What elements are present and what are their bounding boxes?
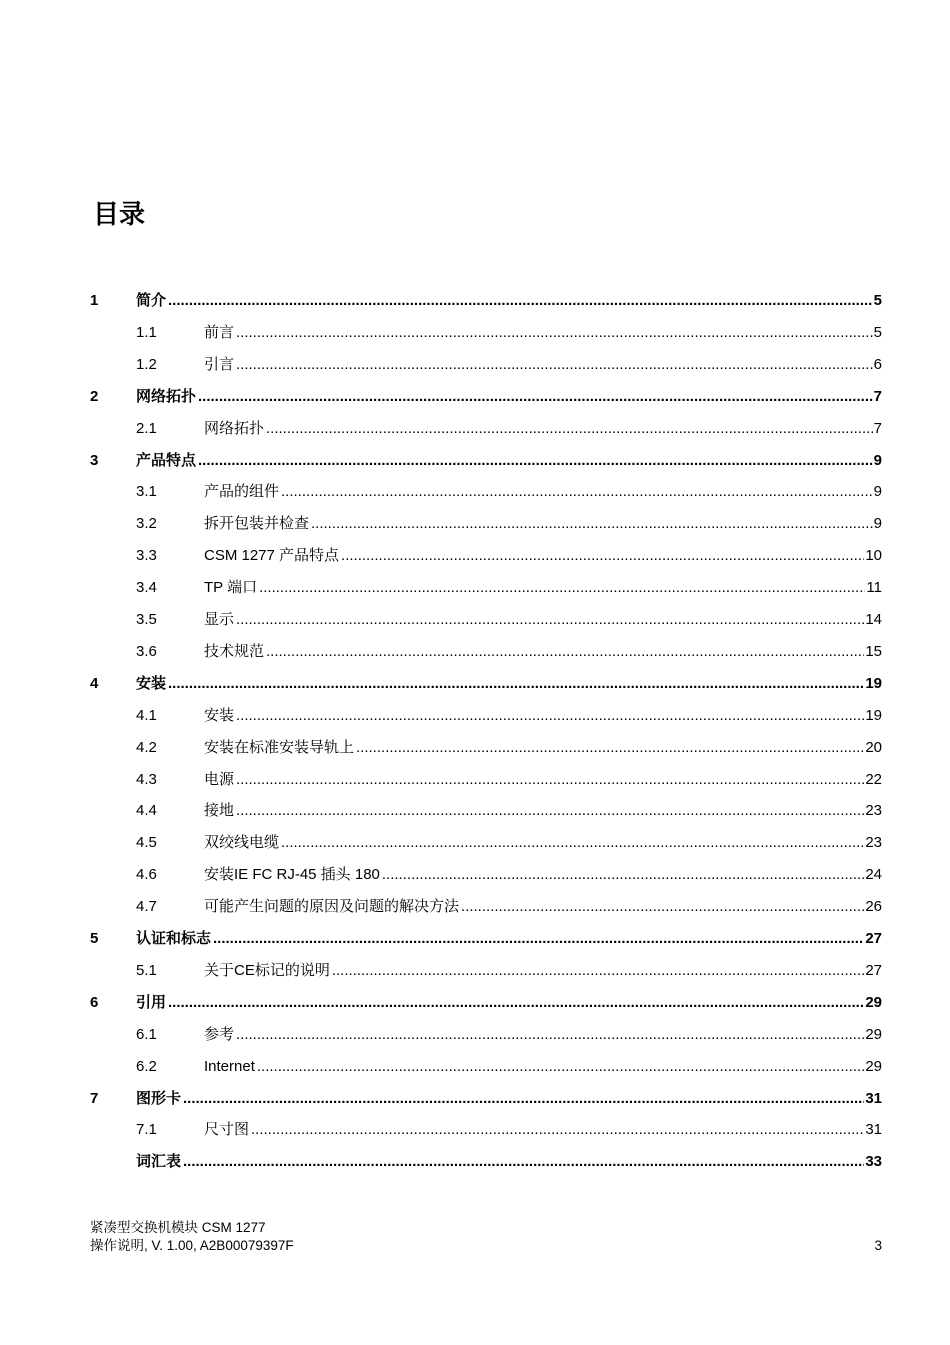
- footer-document-title: 紧凑型交换机模块 CSM 1277: [90, 1220, 266, 1235]
- footer-page-number: 3: [874, 1238, 882, 1253]
- toc-entry-number: 4.6: [136, 866, 157, 884]
- toc-entry-line: [204, 864, 882, 886]
- toc-entry-page: 27: [865, 930, 882, 947]
- toc-entry-number: 3.1: [136, 483, 157, 501]
- toc-entry-line: [204, 545, 882, 567]
- toc-entry-line: [204, 354, 882, 376]
- toc-entry-number: 3.6: [136, 642, 157, 660]
- toc-dot-leader: [236, 609, 864, 631]
- toc-section-entry[interactable]: [0, 641, 950, 663]
- toc-entry-page: 5: [873, 292, 882, 309]
- toc-entry-title: CSM 1277 产品特点: [204, 547, 340, 565]
- toc-entry-number: 2: [90, 387, 99, 405]
- toc-dot-leader: [198, 386, 873, 408]
- toc-entry-title: 认证和标志: [136, 930, 212, 947]
- toc-entry-line: [204, 832, 882, 854]
- toc-entry-number: 2.1: [136, 419, 157, 437]
- toc-entry-number: 4.2: [136, 738, 157, 756]
- toc-section-entry[interactable]: [0, 418, 950, 440]
- page-title: 目录: [93, 200, 146, 230]
- toc-section-entry[interactable]: [0, 1119, 950, 1141]
- toc-entry-title: 网络拓扑: [204, 419, 265, 437]
- toc-dot-leader: [168, 992, 864, 1014]
- toc-dot-leader: [382, 864, 864, 886]
- toc-entry-title: TP 端口: [204, 579, 258, 597]
- toc-dot-leader: [198, 450, 873, 472]
- toc-entry-line: [136, 928, 882, 950]
- toc-entry-line: [204, 1056, 882, 1078]
- toc-entry-number: 3.5: [136, 611, 157, 628]
- footer-document-info: 操作说明, V. 1.00, A2B00079397F: [90, 1238, 294, 1253]
- toc-entry-number: 1.2: [136, 355, 157, 373]
- toc-entry-title: 安装: [136, 674, 167, 692]
- toc-section-entry[interactable]: [0, 896, 950, 918]
- toc-entry-number: 3.4: [136, 579, 157, 597]
- toc-section-entry[interactable]: [0, 832, 950, 854]
- toc-entry-page: 10: [865, 547, 882, 565]
- toc-entry-page: 15: [865, 642, 882, 660]
- toc-entry-line: [204, 418, 882, 440]
- toc-entry-line: [136, 1151, 882, 1173]
- toc-entry-number: 4.7: [136, 898, 157, 916]
- toc-entry-number: 6.2: [136, 1057, 157, 1075]
- toc-section-entry[interactable]: [0, 322, 950, 344]
- toc-entry-line: [136, 1088, 882, 1110]
- toc-dot-leader: [266, 418, 873, 440]
- toc-entry-line: [204, 769, 882, 791]
- toc-section-entry[interactable]: [0, 1056, 950, 1078]
- toc-entry-number: 5.1: [136, 961, 157, 979]
- toc-dot-leader: [257, 1056, 864, 1078]
- toc-entry-line: [204, 641, 882, 663]
- toc-entry-line: [204, 960, 882, 982]
- toc-entry-page: 22: [865, 770, 882, 788]
- toc-dot-leader: [332, 960, 864, 982]
- toc-dot-leader: [213, 928, 864, 950]
- toc-entry-page: 24: [865, 866, 882, 884]
- toc-section-entry[interactable]: [0, 864, 950, 886]
- toc-dot-leader: [281, 481, 873, 503]
- toc-entry-page: 23: [865, 802, 882, 820]
- toc-entry-line: [136, 290, 882, 312]
- toc-chapter-entry[interactable]: [0, 992, 950, 1014]
- toc-entry-page: 19: [865, 706, 882, 724]
- toc-section-entry[interactable]: [0, 513, 950, 535]
- footer: [90, 1219, 294, 1255]
- toc-chapter-entry[interactable]: [0, 450, 950, 472]
- toc-entry-number: 1.1: [136, 323, 157, 341]
- toc-entry-number: 3: [90, 451, 99, 469]
- toc-entry-title: 引用: [136, 993, 167, 1011]
- toc-entry-title: 显示: [204, 611, 235, 628]
- toc-entry-title: 引言: [204, 355, 235, 373]
- toc-entry-page: 9: [873, 483, 882, 501]
- toc-dot-leader: [311, 513, 873, 535]
- toc-entry-line: [136, 673, 882, 695]
- toc-entry-line: [204, 1119, 882, 1141]
- toc-dot-leader: [251, 1119, 864, 1141]
- toc-entry-title: 接地: [204, 802, 235, 820]
- toc-section-entry[interactable]: [0, 354, 950, 376]
- toc-entry-number: 7.1: [136, 1121, 157, 1139]
- toc-entry-page: 31: [865, 1089, 882, 1107]
- toc-entry-title: 前言: [204, 323, 235, 341]
- toc-section-entry[interactable]: [0, 769, 950, 791]
- toc-entry-title: 可能产生问题的原因及问题的解决方法: [204, 898, 460, 916]
- toc-entry-line: [204, 513, 882, 535]
- toc-chapter-entry[interactable]: [0, 928, 950, 950]
- toc-entry-page: 29: [865, 1057, 882, 1075]
- toc-entry-title: 网络拓扑: [136, 387, 197, 405]
- toc-entry-title: 电源: [204, 770, 235, 788]
- toc-dot-leader: [236, 769, 864, 791]
- toc-entry-page: 29: [865, 993, 882, 1011]
- toc-entry-title: 简介: [136, 292, 167, 309]
- toc-entry-page: 31: [865, 1121, 882, 1139]
- toc-entry-number: 5: [90, 930, 99, 947]
- toc-entry-number: 6.1: [136, 1025, 157, 1043]
- toc-chapter-entry[interactable]: [0, 290, 950, 312]
- toc-entry-number: 3.3: [136, 547, 157, 565]
- toc-dot-leader: [259, 577, 865, 599]
- toc-dot-leader: [281, 832, 864, 854]
- toc-entry-page: 9: [873, 451, 882, 469]
- toc-dot-leader: [236, 322, 873, 344]
- toc-entry-title: Internet: [204, 1057, 255, 1075]
- toc-entry-page: 14: [865, 611, 882, 628]
- toc-entry-number: 4.1: [136, 706, 157, 724]
- toc-entry-title: 关于CE标记的说明: [204, 961, 330, 979]
- toc-entry-title: 尺寸图: [204, 1121, 250, 1139]
- toc-dot-leader: [236, 1024, 864, 1046]
- toc-entry-page: 20: [865, 738, 882, 756]
- toc-entry-line: [204, 609, 882, 631]
- toc-entry-line: [136, 992, 882, 1014]
- toc-entry-title: 安装: [204, 706, 235, 724]
- toc-chapter-entry[interactable]: [0, 386, 950, 408]
- toc-dot-leader: [356, 737, 864, 759]
- toc-entry-title: 安装IE FC RJ-45 插头 180: [204, 866, 380, 884]
- toc-dot-leader: [461, 896, 864, 918]
- toc-entry-number: 4.5: [136, 834, 157, 852]
- toc-entry-title: 产品的组件: [204, 483, 280, 501]
- toc-chapter-entry[interactable]: [0, 1088, 950, 1110]
- toc-entry-title: 参考: [204, 1025, 235, 1043]
- toc-entry-page: 7: [873, 419, 882, 437]
- toc-section-entry[interactable]: [0, 800, 950, 822]
- toc-entry-number: 7: [90, 1089, 99, 1107]
- toc-entry-title: 图形卡: [136, 1089, 182, 1107]
- toc-dot-leader: [183, 1088, 864, 1110]
- toc-entry-line: [204, 737, 882, 759]
- toc-entry-title: 产品特点: [136, 451, 197, 469]
- toc-entry-title: 技术规范: [204, 642, 265, 660]
- toc-entry-page: 11: [866, 579, 882, 597]
- toc-section-entry[interactable]: [0, 1024, 950, 1046]
- toc-section-entry[interactable]: [0, 960, 950, 982]
- toc-entry-page: 9: [873, 515, 882, 533]
- toc-entry-title: 双绞线电缆: [204, 834, 280, 852]
- toc-entry-page: 33: [865, 1153, 882, 1171]
- toc-entry-line: [204, 1024, 882, 1046]
- toc-entry-number: 6: [90, 993, 99, 1011]
- toc-dot-leader: [236, 354, 873, 376]
- toc-dot-leader: [183, 1151, 864, 1173]
- toc-dot-leader: [168, 673, 864, 695]
- toc-entry-number: 3.2: [136, 515, 157, 533]
- toc-dot-leader: [168, 290, 873, 312]
- toc-entry-line: [204, 322, 882, 344]
- toc-entry-page: 26: [865, 898, 882, 916]
- toc-entry-title: 词汇表: [136, 1153, 182, 1171]
- toc-dot-leader: [236, 705, 864, 727]
- toc-entry-line: [204, 705, 882, 727]
- toc-dot-leader: [236, 800, 864, 822]
- toc-section-entry[interactable]: [0, 737, 950, 759]
- toc-entry-line: [204, 896, 882, 918]
- toc-entry-page: 29: [865, 1025, 882, 1043]
- toc-entry-page: 19: [865, 674, 882, 692]
- toc-entry-number: 1: [90, 292, 99, 309]
- toc-entry-line: [136, 386, 882, 408]
- toc-section-entry[interactable]: [0, 609, 950, 631]
- toc-entry-title: 拆开包装并检查: [204, 515, 310, 533]
- toc-entry-line: [136, 450, 882, 472]
- toc-entry-line: [204, 800, 882, 822]
- toc-entry-page: 6: [873, 355, 882, 373]
- toc-section-entry[interactable]: [0, 577, 950, 599]
- toc-entry-number: 4: [90, 674, 99, 692]
- toc-entry-line: [204, 481, 882, 503]
- toc-entry-number: 4.4: [136, 802, 157, 820]
- toc-dot-leader: [266, 641, 864, 663]
- toc-section-entry[interactable]: [0, 705, 950, 727]
- toc-dot-leader: [341, 545, 864, 567]
- toc-entry-line: [204, 577, 882, 599]
- toc-entry-page: 23: [865, 834, 882, 852]
- toc-section-entry[interactable]: [0, 545, 950, 567]
- toc-entry-number: 4.3: [136, 770, 157, 788]
- toc-chapter-entry[interactable]: [0, 673, 950, 695]
- toc-entry-page: 27: [865, 961, 882, 979]
- toc-chapter-entry[interactable]: [0, 1151, 950, 1173]
- toc-section-entry[interactable]: [0, 481, 950, 503]
- toc-entry-page: 7: [873, 387, 882, 405]
- toc-entry-page: 5: [873, 323, 882, 341]
- toc-entry-title: 安装在标准安装导轨上: [204, 738, 355, 756]
